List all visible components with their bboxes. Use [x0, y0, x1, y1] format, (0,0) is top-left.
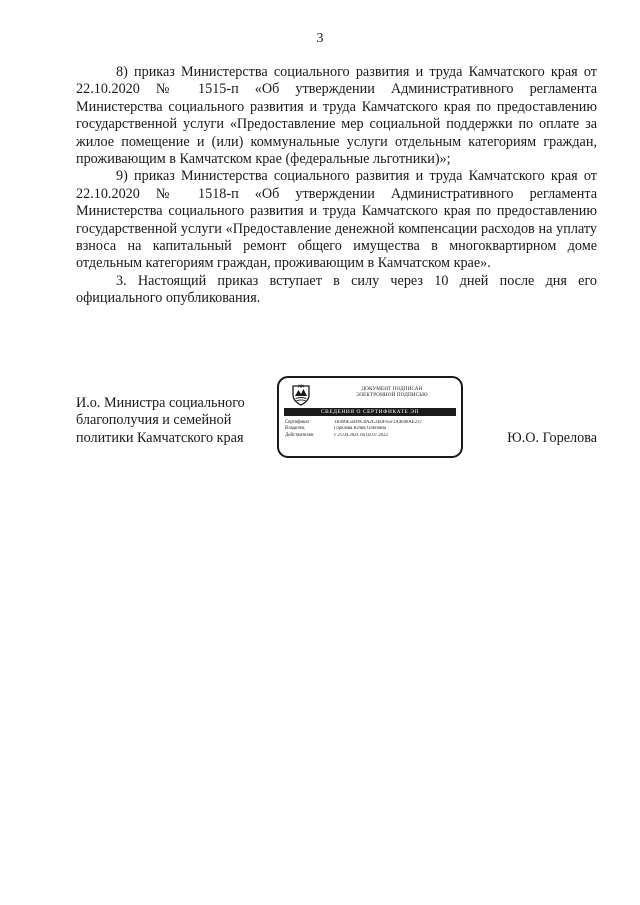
- certificate-row-key: Сертификат: [285, 420, 310, 425]
- signer-title-line: благополучия и семейной: [76, 412, 232, 429]
- certificate-owner: Горелова Юлия Олеговна: [334, 426, 387, 432]
- stamp-header-line: ДОКУМЕНТ ПОДПИСАН: [361, 386, 423, 392]
- certificate-details: [285, 420, 457, 439]
- paragraph-item-8: 8) приказ Министерства социального развития и труда Камчатского края от 22.10.2020 № 1515-п «Об утверждении Административного регламента Министерства социального развития и труда Камчатского края по предоставлению государственной услуги «Предоставление мер социальной поддержки по оплате за жилое помещение и (или) коммунальные услуги отдельным категориям граждан, проживающим в Камчатском крае (федеральные льготники)»;: [76, 64, 597, 168]
- stamp-header: [331, 386, 453, 398]
- stamp-header-line: ЭЛЕКТРОННОЙ ПОДПИСЬЮ: [356, 392, 428, 399]
- certificate-row-key: Действителен: [285, 432, 314, 438]
- certificate-row: [285, 433, 457, 439]
- paragraph-clause-3: 3. Настоящий приказ вступает в силу через 10 дней после дня его официального опубликования.: [76, 272, 597, 307]
- document-body: [76, 64, 597, 308]
- certificate-validity: с 21.04.2021 по 02.07.2022: [334, 432, 388, 438]
- certificate-row-key: Владелец: [285, 426, 305, 432]
- signer-name: Ю.О. Горелова: [507, 430, 597, 446]
- paragraph-item-9: 9) приказ Министерства социального развития и труда Камчатского края от 22.10.2020 № 1518-п «Об утверждении Административного регламента Министерства социального развития и труда Камчатского края по предоставлению государственной услуги «Предоставление денежной компенсации расходов на уплату взноса на капитальный ремонт общего имущества в многоквартирном доме отдельным категориям граждан, проживающим в Камчатском крае».: [76, 168, 597, 272]
- coat-of-arms-icon: [291, 384, 311, 406]
- page-number: 3: [316, 31, 324, 46]
- signer-title-line: политики Камчатского края: [76, 429, 244, 446]
- electronic-signature-stamp: [277, 376, 463, 458]
- signer-title-line: И.о. Министра социального: [76, 395, 245, 411]
- signer-title: [76, 395, 266, 447]
- certificate-serial: 1B496E5BF6C0A2C3E0F65F1A4048AE237: [334, 420, 422, 425]
- certificate-info-bar: СВЕДЕНИЯ О СЕРТИФИКАТЕ ЭП: [284, 408, 456, 416]
